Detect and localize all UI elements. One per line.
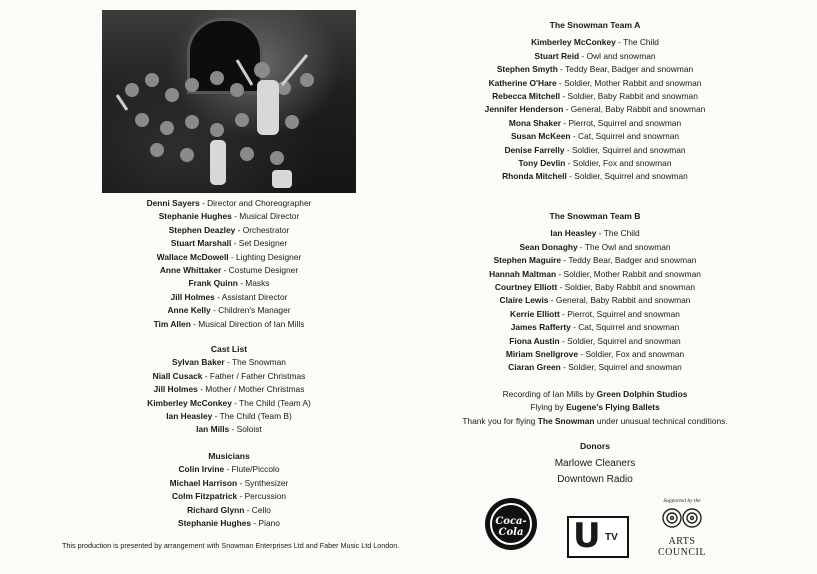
cast-row <box>102 356 356 369</box>
musicians-list <box>102 450 356 530</box>
person-name: Michael Harrison <box>169 477 238 488</box>
person-name: Stephanie Hughes <box>178 518 252 529</box>
coca-cola-logo <box>485 498 537 550</box>
person-name: Stephen Maguire <box>493 255 562 266</box>
person-role: - Teddy Bear, Badger and snowman <box>561 255 697 266</box>
cast-list <box>102 343 356 437</box>
person-name: Rebecca Mitchell <box>492 91 561 102</box>
person-name: Kerrie Elliott <box>510 308 560 319</box>
person-name: Claire Lewis <box>499 295 549 306</box>
team-b-heading: The Snowman Team B <box>549 211 641 221</box>
team-a-row <box>440 50 750 63</box>
person-role: - General, Baby Rabbit and snowman <box>563 104 706 115</box>
person-role: - The Child (Team A) <box>231 397 311 408</box>
person-name: Rhonda Mitchell <box>502 171 567 182</box>
crew-row <box>102 264 356 277</box>
person-role: - Pierrot, Squirrel and snowman <box>561 117 682 128</box>
person-name: Mona Shaker <box>508 117 562 128</box>
person-name: Ian Heasley <box>166 411 213 422</box>
person-role: - Musical Director <box>231 211 300 222</box>
team-b-row <box>440 321 750 334</box>
team-a-row <box>440 63 750 76</box>
arts-line2: COUNCIL <box>658 547 706 558</box>
person-role: - Soldier, Fox and snowman <box>578 349 685 360</box>
team-b-list <box>440 210 750 375</box>
team-b-row <box>440 227 750 240</box>
person-role: - Teddy Bear, Badger and snowman <box>557 64 694 75</box>
team-b-row <box>440 348 750 361</box>
crew-row <box>102 197 356 210</box>
team-b-row <box>440 241 750 254</box>
person-role: - Director and Choreographer <box>199 198 312 208</box>
person-role: - The Child (Team B) <box>212 411 292 422</box>
person-name: Stuart Marshall <box>170 238 232 249</box>
person-name: Hannah Maltman <box>489 268 557 279</box>
crew-row <box>102 237 356 250</box>
musicians-heading: Musicians <box>208 451 250 461</box>
person-role: - Masks <box>237 278 270 289</box>
person-role: - Synthesizer <box>237 477 289 488</box>
person-name: Anne Kelly <box>167 305 211 316</box>
cast-row <box>102 423 356 436</box>
person-role: - Pierrot, Squirrel and snowman <box>559 308 680 319</box>
person-role: - The Child <box>615 37 659 48</box>
person-name: Frank Quinn <box>188 278 238 289</box>
arts-council-logo <box>652 498 712 558</box>
credits-block <box>440 388 750 428</box>
cast-row <box>102 370 356 383</box>
person-name: Richard Glynn <box>187 504 245 515</box>
recording-credit: Recording of Ian Mills by Green Dolphin Studios <box>502 389 688 399</box>
person-name: Katherine O'Hare <box>488 77 557 88</box>
team-a-row <box>440 144 750 157</box>
person-role: - Soldier, Fox and snowman <box>565 158 672 169</box>
arts-line1: ARTS <box>668 536 696 547</box>
person-role: - Owl and snowman <box>579 50 656 61</box>
production-footnote: This production is presented by arrangement with Snowman Enterprises Ltd and Faber Music Ltd London. <box>62 541 400 550</box>
person-name: Tim Allen <box>153 318 191 329</box>
person-name: Stuart Reid <box>534 50 580 61</box>
person-name: Stephen Deazley <box>168 224 236 235</box>
person-role: - Orchestrator <box>235 224 290 235</box>
arts-supported-text: Supported by the <box>663 498 701 504</box>
person-role: - Soldier, Mother Rabbit and snowman <box>556 268 701 279</box>
person-name: Niall Cusack <box>152 370 203 381</box>
person-role: - Soldier, Mother Rabbit and snowman <box>556 77 702 88</box>
donors-heading: Donors <box>579 441 611 451</box>
person-role: - Assistant Director <box>214 291 288 302</box>
person-name: Wallace McDowell <box>156 251 229 262</box>
person-role: - Soldier, Squirrel and snowman <box>560 362 682 373</box>
utv-letter: U <box>573 516 601 556</box>
person-role: - Soldier, Squirrel and snowman <box>566 171 688 182</box>
person-role: - Flute/Piccolo <box>224 464 280 475</box>
utv-logo <box>567 516 629 558</box>
cast-row <box>102 397 356 410</box>
person-role: - Lighting Designer <box>228 251 302 262</box>
team-a-row <box>440 170 750 183</box>
team-a-row <box>440 77 750 90</box>
donor-item: Marlowe Cleaners <box>554 458 636 470</box>
person-role: - Musical Direction of Ian Mills <box>190 318 305 329</box>
person-name: Denise Farrelly <box>504 144 565 155</box>
person-role: - The Snowman <box>224 357 286 368</box>
team-b-row <box>440 294 750 307</box>
team-b-row <box>440 281 750 294</box>
musician-row <box>102 490 356 503</box>
crowd-silhouettes <box>112 50 332 190</box>
team-b-row <box>440 335 750 348</box>
team-a-row <box>440 157 750 170</box>
person-role: - Percussion <box>237 491 287 502</box>
crew-row <box>102 291 356 304</box>
crew-row <box>102 251 356 264</box>
donors-block <box>440 440 750 488</box>
person-role: - Cat, Squirrel and snowman <box>570 322 680 333</box>
team-a-row <box>440 90 750 103</box>
person-role: - Costume Designer <box>221 265 299 276</box>
person-role: - Mother / Mother Christmas <box>197 384 305 395</box>
person-name: Stephen Smyth <box>496 64 558 75</box>
person-name: Colin Irvine <box>178 464 225 475</box>
person-name: Jennifer Henderson <box>484 104 564 115</box>
person-name: Ciaran Green <box>508 362 561 373</box>
person-name: Kimberley McConkey <box>531 37 616 48</box>
person-role: - The Child <box>596 228 640 239</box>
person-name: Sylvan Baker <box>172 357 225 368</box>
person-name: Ian Mills <box>196 424 230 435</box>
crew-row <box>102 304 356 317</box>
utv-suffix: TV <box>605 532 618 543</box>
cast-list-heading: Cast List <box>210 344 248 354</box>
person-name: Colm Fitzpatrick <box>171 491 238 502</box>
crew-row <box>102 210 356 223</box>
person-name: Fiona Austin <box>509 335 560 346</box>
team-b-row <box>440 268 750 281</box>
team-a-heading: The Snowman Team A <box>549 20 641 30</box>
flying-credit: Flying by Eugene's Flying Ballets <box>530 402 660 413</box>
person-name: Anne Whittaker <box>159 265 222 276</box>
arts-council-swirl-icon <box>661 506 703 530</box>
cast-group-photo <box>102 10 356 193</box>
team-a-list <box>440 19 750 184</box>
team-a-row <box>440 130 750 143</box>
person-role: - Soldier, Baby Rabbit and snowman <box>557 282 696 293</box>
crew-row <box>102 277 356 290</box>
team-b-row <box>440 308 750 321</box>
team-b-row <box>440 254 750 267</box>
person-name: Ian Heasley <box>550 228 597 239</box>
thanks-credit: Thank you for flying The Snowman under unusual technical conditions. <box>462 415 728 426</box>
person-role: - Cat, Squirrel and snowman <box>570 131 680 142</box>
cast-row <box>102 410 356 423</box>
musician-row <box>102 463 356 476</box>
person-name: Denni Sayers <box>146 198 200 208</box>
person-role: - Piano <box>251 518 280 529</box>
donor-item: Downtown Radio <box>557 474 633 486</box>
crew-row <box>102 224 356 237</box>
team-b-row <box>440 361 750 374</box>
person-role: - Children's Manager <box>210 305 291 316</box>
crew-list <box>102 197 356 331</box>
person-role: - Set Designer <box>231 238 288 249</box>
person-name: Jill Holmes <box>170 291 215 302</box>
cast-row <box>102 383 356 396</box>
team-a-row <box>440 103 750 116</box>
person-name: Stephanie Hughes <box>158 211 232 222</box>
person-role: - Soldier, Squirrel and snowman <box>559 335 681 346</box>
person-name: Courtney Elliott <box>494 282 558 293</box>
person-name: Kimberley McConkey <box>147 397 232 408</box>
person-role: - General, Baby Rabbit and snowman <box>548 295 691 306</box>
person-name: Miriam Snellgrove <box>505 349 578 360</box>
team-a-row <box>440 117 750 130</box>
musician-row <box>102 477 356 490</box>
person-name: James Rafferty <box>510 322 571 333</box>
musician-row <box>102 504 356 517</box>
person-role: - The Owl and snowman <box>577 241 671 252</box>
person-role: - Soldier, Squirrel and snowman <box>564 144 686 155</box>
person-role: - Soloist <box>229 424 262 435</box>
team-a-row <box>440 36 750 49</box>
coca-cola-text: Coca-Cola <box>495 516 527 538</box>
person-name: Sean Donaghy <box>519 241 578 252</box>
person-role: - Father / Father Christmas <box>202 370 306 381</box>
person-name: Susan McKeen <box>510 131 571 142</box>
crew-row <box>102 318 356 331</box>
person-name: Tony Devlin <box>518 158 566 169</box>
person-role: - Soldier, Baby Rabbit and snowman <box>560 91 698 102</box>
musician-row <box>102 517 356 530</box>
person-role: - Cello <box>244 504 271 515</box>
person-name: Jill Holmes <box>153 384 198 395</box>
